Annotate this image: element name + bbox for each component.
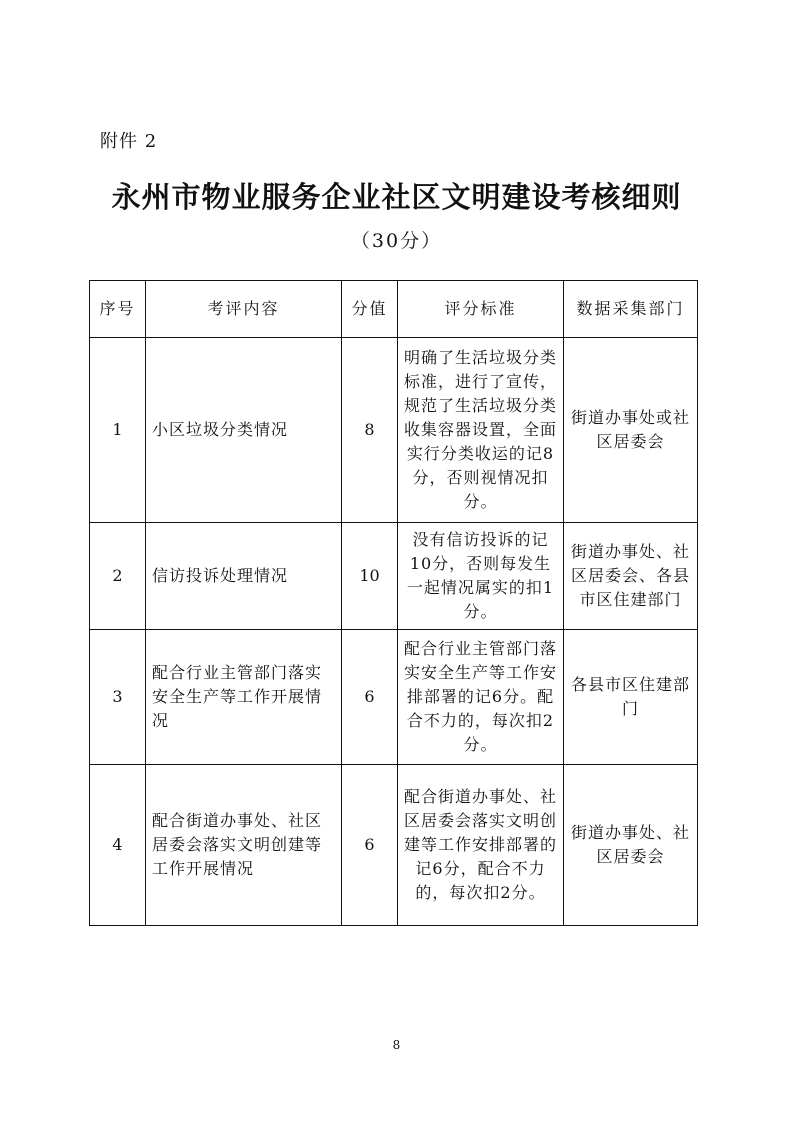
row-standard: 没有信访投诉的记10分，否则每发生一起情况属实的扣1分。 <box>398 523 564 630</box>
row-content: 信访投诉处理情况 <box>146 523 342 630</box>
row-dept: 街道办事处、社区居委会、各县市区住建部门 <box>564 523 698 630</box>
row-dept: 街道办事处或社区居委会 <box>564 338 698 523</box>
row-no: 3 <box>90 630 146 765</box>
row-content: 配合行业主管部门落实安全生产等工作开展情况 <box>146 630 342 765</box>
row-no: 1 <box>90 338 146 523</box>
row-score: 6 <box>342 630 398 765</box>
row-content: 配合街道办事处、社区居委会落实文明创建等工作开展情况 <box>146 765 342 926</box>
page-number: 8 <box>392 1038 401 1052</box>
document-subtitle: （30分） <box>350 230 443 252</box>
column-header-standard: 评分标准 <box>398 281 564 338</box>
row-score: 6 <box>342 765 398 926</box>
table-header-row <box>90 281 698 338</box>
row-content: 小区垃圾分类情况 <box>146 338 342 523</box>
attachment-label: 附件 2 <box>100 131 158 152</box>
assessment-table <box>89 280 698 926</box>
column-header-score: 分值 <box>342 281 398 338</box>
table-row <box>90 523 698 630</box>
row-standard: 配合街道办事处、社区居委会落实文明创建等工作安排部署的记6分，配合不力的，每次扣2分。 <box>398 765 564 926</box>
table-row <box>90 630 698 765</box>
row-score: 8 <box>342 338 398 523</box>
table-row <box>90 338 698 523</box>
row-no: 4 <box>90 765 146 926</box>
row-dept: 各县市区住建部门 <box>564 630 698 765</box>
column-header-no: 序号 <box>90 281 146 338</box>
row-dept: 街道办事处、社区居委会 <box>564 765 698 926</box>
column-header-dept: 数据采集部门 <box>564 281 698 338</box>
row-no: 2 <box>90 523 146 630</box>
row-score: 10 <box>342 523 398 630</box>
column-header-content: 考评内容 <box>146 281 342 338</box>
document-title: 永州市物业服务企业社区文明建设考核细则 <box>111 180 682 214</box>
row-standard: 配合行业主管部门落实安全生产等工作安排部署的记6分。配合不力的，每次扣2分。 <box>398 630 564 765</box>
table-row <box>90 765 698 926</box>
row-standard: 明确了生活垃圾分类标准，进行了宣传，规范了生活垃圾分类收集容器设置，全面实行分类收运的记8分，否则视情况扣分。 <box>398 338 564 523</box>
